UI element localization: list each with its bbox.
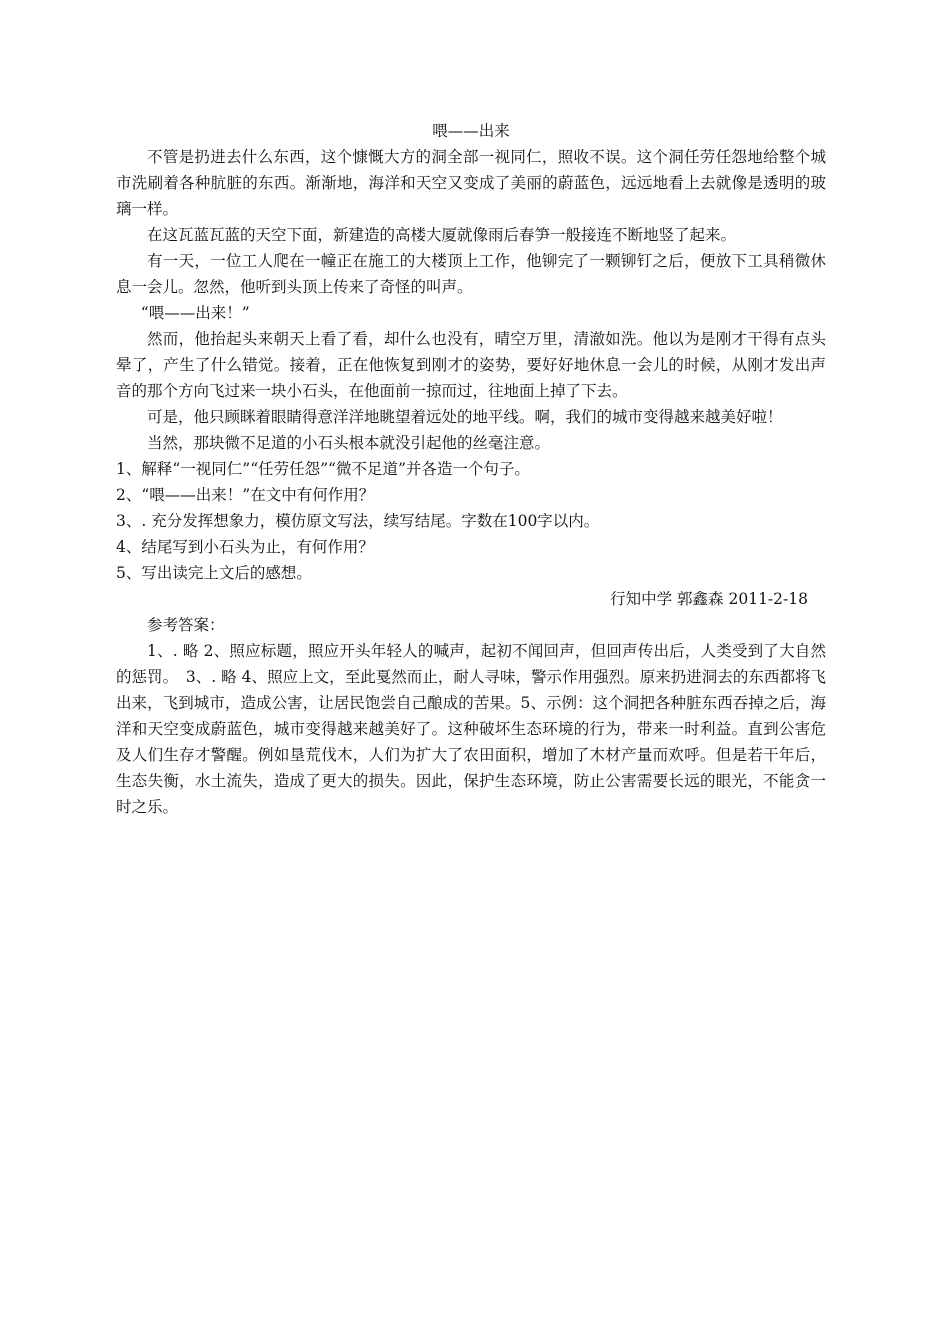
question-item: 2、“喂——出来！”在文中有何作用？ (116, 486, 375, 504)
author-signature: 行知中学 郭鑫森 2011-2-18 (610, 590, 808, 608)
story-paragraph: 在这瓦蓝瓦蓝的天空下面，新建造的高楼大厦就像雨后春笋一般接连不断地竖了起来。 (147, 226, 737, 244)
story-paragraph: 不管是扔进去什么东西，这个慷慨大方的洞全部一视同仁，照收不误。这个洞任劳任怨地给整个城市洗刷着各种肮脏的东西。渐渐地，海洋和天空又变成了美丽的蔚蓝色，远远地看上去就像是透明的玻璃一样。 (116, 148, 826, 218)
story-quote: “喂——出来！” (140, 304, 250, 322)
question-item: 3、. 充分发挥想象力，模仿原文写法，续写结尾。字数在100字以内。 (116, 512, 600, 530)
answers-heading: 参考答案： (147, 616, 225, 634)
question-item: 5、写出读完上文后的感想。 (116, 564, 312, 582)
question-item: 4、结尾写到小石头为止，有何作用？ (116, 538, 374, 556)
story-paragraph: 可是，他只顾眯着眼睛得意洋洋地眺望着远处的地平线。啊，我们的城市变得越来越美好啦！ (147, 408, 783, 426)
document-title: 喂——出来 (432, 122, 510, 140)
document-page (116, 118, 826, 820)
answers-text: 1、. 略 2、照应标题，照应开头年轻人的喊声，起初不闻回声，但回声传出后，人类受到了大自然的惩罚。 3、. 略 4、照应上文，至此戛然而止，耐人寻味，警示作用强烈。原来扔进洞去的东西都将飞出来，飞到城市，造成公害，让居民饱尝自己酿成的苦果。5、示例：这个洞把各种脏东西吞掉之后，海洋和天空变成蔚蓝色，城市变得越来越美好了。这种破坏生态环境的行为，带来一时利益。直到公害危及人们生存才警醒。例如垦荒伐木，人们为扩大了农田面积，增加了木材产量而欢呼。但是若干年后，生态失衡，水土流失，造成了更大的损失。因此，保护生态环境，防止公害需要长远的眼光，不能贪一时之乐。 (116, 642, 826, 816)
question-item: 1、解释“一视同仁”“任劳任怨”“微不足道”并各造一个句子。 (116, 460, 530, 478)
story-paragraph: 有一天，一位工人爬在一幢正在施工的大楼顶上工作，他铆完了一颗铆钉之后，便放下工具稍微休息一会儿。忽然，他听到头顶上传来了奇怪的叫声。 (116, 252, 826, 296)
story-paragraph: 然而，他抬起头来朝天上看了看，却什么也没有，晴空万里，清澈如洗。他以为是刚才干得有点头晕了，产生了什么错觉。接着，正在他恢复到刚才的姿势，要好好地休息一会儿的时候，从刚才发出声音的那个方向飞过来一块小石头，在他面前一掠而过，往地面上掉了下去。 (116, 330, 826, 400)
story-paragraph: 当然，那块微不足道的小石头根本就没引起他的丝毫注意。 (147, 434, 551, 452)
